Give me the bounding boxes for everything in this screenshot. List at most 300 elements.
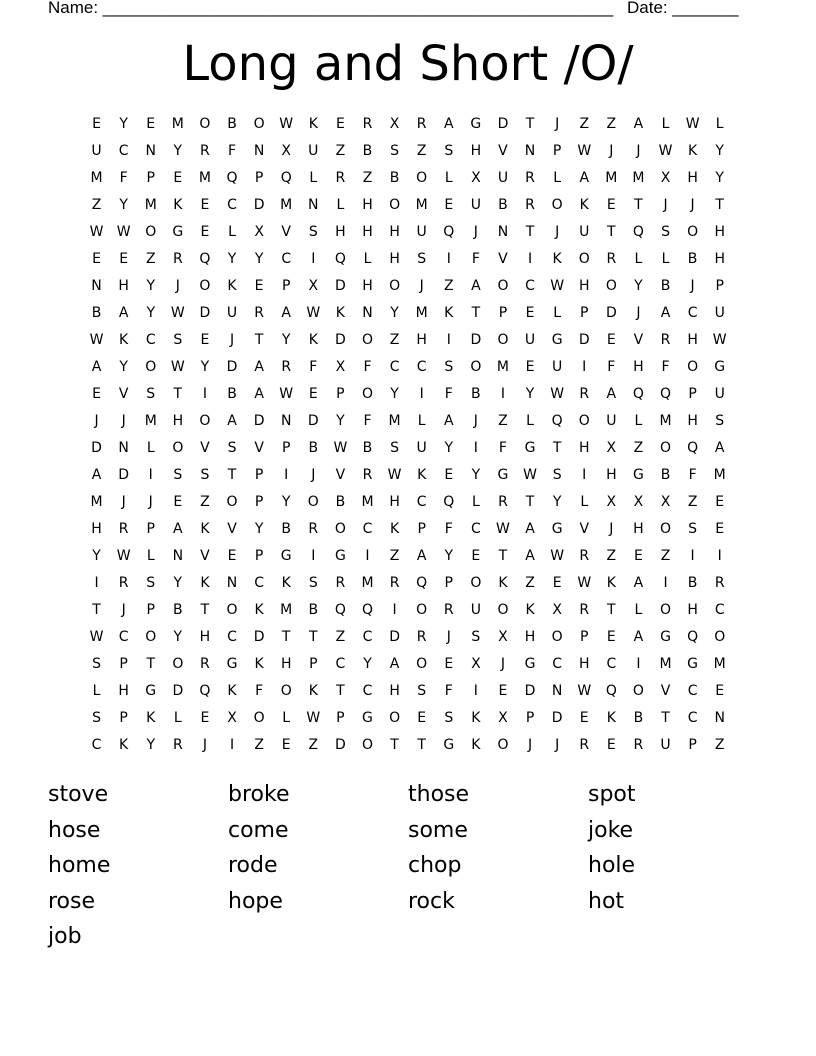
grid-letter: R — [525, 197, 535, 213]
grid-letter: T — [634, 197, 643, 213]
grid-letter: W — [685, 116, 700, 132]
grid-letter: R — [660, 332, 671, 348]
grid-letter: P — [336, 386, 345, 402]
grid-letter: S — [92, 710, 101, 726]
grid-letter: E — [119, 251, 129, 267]
grid-letter: D — [470, 332, 482, 348]
grid-letter: O — [253, 710, 265, 726]
grid-letter: H — [118, 683, 129, 699]
grid-letter: K — [254, 656, 264, 672]
grid-letter: Q — [687, 440, 699, 456]
date-field[interactable]: Date: _______ — [627, 0, 739, 17]
grid-letter: S — [390, 143, 400, 159]
grid-letter: G — [470, 116, 482, 132]
header-row — [48, 0, 739, 18]
grid-letter: I — [446, 332, 451, 348]
grid-letter: K — [173, 197, 183, 213]
grid-letter: G — [524, 656, 536, 672]
grid-letter: T — [661, 710, 670, 726]
grid-letter: I — [473, 440, 478, 456]
grid-letter: W — [577, 683, 592, 699]
grid-letter: E — [146, 116, 156, 132]
word-bank — [48, 780, 768, 958]
grid-letter: E — [715, 683, 725, 699]
letter-grid — [83, 114, 733, 762]
grid-letter: J — [555, 116, 560, 132]
grid-letter: T — [336, 683, 345, 699]
grid-letter: B — [633, 710, 644, 726]
grid-letter: W — [712, 332, 727, 348]
grid-letter: A — [633, 629, 644, 645]
grid-letter: S — [552, 467, 562, 483]
grid-letter: D — [199, 305, 211, 321]
grid-letter: X — [254, 224, 264, 240]
grid-letter: J — [636, 143, 641, 159]
grid-letter: Y — [146, 737, 156, 753]
grid-letter: Y — [336, 413, 345, 429]
grid-letter: D — [253, 413, 265, 429]
grid-letter: M — [659, 656, 672, 672]
grid-letter: G — [334, 548, 346, 564]
grid-letter: S — [444, 359, 454, 375]
grid-letter: K — [119, 332, 129, 348]
grid-letter: E — [606, 332, 616, 348]
grid-letter: E — [200, 710, 210, 726]
grid-letter: O — [714, 629, 726, 645]
grid-letter: N — [118, 440, 129, 456]
grid-letter: R — [633, 737, 644, 753]
grid-letter: G — [660, 629, 671, 645]
grid-letter: P — [309, 656, 318, 672]
grid-letter: O — [199, 413, 211, 429]
grid-letter: E — [444, 467, 454, 483]
grid-letter: E — [92, 251, 101, 267]
grid-letter: G — [280, 548, 292, 564]
grid-letter: U — [606, 413, 617, 429]
word-bank-item: rock — [408, 888, 455, 914]
grid-letter: W — [496, 521, 510, 537]
grid-letter: U — [524, 332, 536, 348]
grid-letter: E — [606, 737, 616, 753]
grid-letter: V — [660, 683, 671, 699]
grid-letter: B — [335, 494, 346, 510]
grid-letter: V — [633, 332, 644, 348]
grid-letter: O — [416, 602, 428, 618]
grid-letter: E — [525, 359, 535, 375]
grid-letter: M — [280, 602, 293, 618]
grid-letter: N — [362, 305, 373, 321]
grid-letter: V — [281, 224, 291, 240]
grid-letter: O — [497, 602, 509, 618]
grid-letter: I — [690, 548, 695, 564]
grid-letter: I — [636, 656, 641, 672]
grid-letter: I — [473, 683, 478, 699]
grid-letter: M — [415, 197, 428, 213]
grid-letter: Y — [444, 548, 454, 564]
grid-letter: B — [308, 440, 319, 456]
grid-letter: R — [281, 359, 292, 375]
grid-letter: E — [308, 386, 318, 402]
grid-letter: Z — [633, 440, 644, 456]
grid-letter: Q — [226, 170, 238, 186]
grid-letter: Y — [715, 143, 724, 159]
grid-row — [83, 573, 733, 600]
grid-letter: U — [579, 224, 590, 240]
grid-letter: B — [308, 602, 319, 618]
grid-letter: X — [471, 170, 481, 186]
grid-letter: O — [172, 656, 184, 672]
grid-letter: K — [308, 116, 318, 132]
grid-letter: M — [605, 170, 618, 186]
grid-letter: A — [227, 413, 237, 429]
grid-letter: O — [389, 197, 401, 213]
grid-letter: E — [254, 278, 264, 294]
grid-letter: H — [389, 224, 400, 240]
grid-letter: U — [416, 440, 427, 456]
grid-row — [83, 681, 733, 708]
grid-letter: Y — [525, 386, 535, 402]
grid-letter: Y — [119, 197, 128, 213]
grid-letter: R — [579, 602, 590, 618]
grid-letter: N — [91, 278, 102, 294]
grid-letter: O — [470, 575, 482, 591]
grid-letter: A — [714, 440, 725, 456]
grid-letter: E — [606, 197, 616, 213]
grid-letter: O — [199, 278, 211, 294]
grid-letter: V — [254, 440, 264, 456]
word-bank-item: broke — [228, 782, 290, 807]
grid-letter: G — [524, 440, 536, 456]
grid-letter: X — [606, 494, 617, 510]
grid-letter: D — [335, 737, 346, 753]
grid-letter: Y — [200, 359, 210, 375]
grid-letter: W — [116, 224, 131, 240]
grid-letter: S — [417, 683, 427, 699]
grid-letter: W — [577, 575, 592, 591]
grid-letter: J — [527, 737, 533, 753]
grid-letter: K — [308, 683, 318, 699]
grid-letter: R — [362, 116, 373, 132]
grid-letter: O — [632, 683, 644, 699]
grid-letter: H — [687, 170, 698, 186]
grid-letter: F — [119, 170, 128, 186]
grid-letter: K — [606, 710, 616, 726]
grid-letter: E — [92, 116, 101, 132]
grid-row — [83, 546, 733, 573]
grid-letter: W — [658, 143, 673, 159]
grid-letter: W — [170, 359, 185, 375]
grid-letter: M — [171, 116, 184, 132]
grid-letter: L — [553, 170, 562, 186]
grid-letter: M — [415, 305, 428, 321]
grid-letter: S — [390, 440, 400, 456]
grid-letter: S — [146, 386, 156, 402]
grid-letter: O — [497, 332, 509, 348]
grid-letter: W — [550, 386, 565, 402]
grid-letter: R — [498, 494, 508, 510]
grid-letter: L — [173, 710, 182, 726]
grid-letter: A — [443, 413, 454, 429]
grid-letter: H — [362, 278, 373, 294]
grid-letter: P — [552, 143, 562, 159]
grid-letter: G — [443, 737, 455, 753]
grid-letter: J — [663, 197, 668, 213]
grid-letter: I — [717, 548, 722, 564]
grid-letter: R — [335, 170, 346, 186]
grid-letter: Z — [200, 494, 210, 510]
grid-letter: A — [660, 305, 671, 321]
grid-letter: K — [579, 197, 589, 213]
grid-row — [83, 114, 733, 141]
grid-letter: I — [94, 575, 99, 591]
grid-letter: R — [335, 575, 346, 591]
grid-letter: U — [470, 197, 481, 213]
grid-row — [83, 708, 733, 735]
grid-letter: B — [687, 575, 698, 591]
grid-letter: E — [471, 548, 481, 564]
word-bank-item: come — [228, 817, 289, 843]
grid-letter: P — [119, 656, 128, 672]
grid-letter: P — [281, 440, 291, 456]
grid-row — [83, 384, 733, 411]
grid-letter: B — [281, 521, 291, 537]
grid-letter: J — [473, 413, 478, 429]
grid-letter: J — [555, 737, 560, 753]
grid-letter: B — [389, 170, 400, 186]
grid-letter: N — [145, 143, 156, 159]
grid-letter: Y — [634, 278, 643, 294]
grid-letter: L — [580, 494, 589, 510]
grid-letter: I — [284, 467, 289, 483]
grid-letter: M — [361, 494, 374, 510]
word-bank-item: spot — [588, 782, 636, 807]
grid-letter: O — [307, 494, 319, 510]
grid-letter: Z — [335, 143, 346, 159]
grid-letter: Z — [145, 251, 156, 267]
grid-letter: Z — [687, 494, 698, 510]
grid-letter: W — [387, 467, 402, 483]
grid-letter: F — [498, 440, 507, 456]
grid-letter: D — [335, 278, 346, 294]
grid-letter: P — [688, 386, 697, 402]
grid-letter: D — [551, 710, 563, 726]
grid-letter: M — [280, 197, 293, 213]
grid-letter: J — [473, 224, 478, 240]
grid-letter: C — [687, 710, 698, 726]
grid-letter: Z — [91, 197, 102, 213]
word-bank-item: chop — [408, 853, 462, 879]
grid-letter: Z — [443, 278, 454, 294]
grid-letter: C — [389, 359, 400, 375]
grid-letter: R — [118, 521, 129, 537]
grid-letter: M — [632, 170, 645, 186]
grid-letter: W — [550, 278, 565, 294]
grid-letter: W — [306, 710, 321, 726]
grid-letter: R — [308, 521, 319, 537]
grid-letter: C — [606, 656, 617, 672]
grid-letter: T — [254, 332, 264, 348]
grid-letter: Y — [92, 548, 101, 564]
grid-letter: D — [605, 305, 617, 321]
grid-letter: B — [498, 197, 508, 213]
grid-letter: Y — [552, 494, 562, 510]
grid-letter: H — [91, 521, 102, 537]
grid-letter: M — [361, 575, 374, 591]
grid-letter: W — [89, 332, 104, 348]
grid-letter: Q — [632, 224, 644, 240]
grid-letter: A — [606, 386, 617, 402]
word-bank-item: those — [408, 782, 470, 807]
grid-letter: J — [121, 494, 126, 510]
grid-letter: J — [148, 494, 153, 510]
grid-letter: K — [498, 575, 508, 591]
grid-letter: F — [444, 386, 453, 402]
grid-letter: L — [444, 170, 453, 186]
grid-letter: Q — [199, 251, 211, 267]
grid-letter: J — [419, 278, 424, 294]
grid-letter: H — [714, 251, 725, 267]
name-field[interactable]: Name: ______________________________________________________ — [48, 0, 614, 17]
grid-letter: C — [416, 359, 427, 375]
grid-letter: A — [118, 305, 129, 321]
grid-letter: H — [280, 656, 292, 672]
grid-letter: X — [471, 656, 481, 672]
grid-letter: C — [145, 332, 156, 348]
grid-letter: Y — [390, 305, 399, 321]
grid-letter: A — [91, 467, 102, 483]
grid-letter: Z — [308, 737, 319, 753]
grid-letter: A — [525, 548, 535, 564]
grid-letter: R — [579, 386, 590, 402]
grid-letter: E — [715, 521, 725, 537]
grid-letter: W — [116, 548, 131, 564]
grid-letter: V — [498, 143, 508, 159]
grid-row — [83, 303, 733, 330]
grid-letter: G — [687, 656, 699, 672]
grid-letter: M — [144, 197, 157, 213]
grid-letter: O — [145, 224, 157, 240]
word-bank-item: hot — [588, 888, 625, 914]
grid-letter: Y — [715, 170, 724, 186]
grid-letter: O — [253, 116, 265, 132]
grid-letter: D — [335, 332, 346, 348]
grid-letter: U — [308, 143, 319, 159]
grid-letter: N — [551, 683, 563, 699]
grid-letter: I — [663, 575, 668, 591]
grid-letter: N — [172, 548, 184, 564]
grid-letter: A — [579, 170, 590, 186]
grid-letter: M — [713, 467, 726, 483]
grid-letter: F — [363, 359, 372, 375]
grid-letter: D — [524, 683, 536, 699]
grid-letter: W — [550, 548, 565, 564]
grid-letter: Q — [605, 683, 617, 699]
grid-letter: E — [227, 548, 237, 564]
grid-letter: J — [690, 197, 695, 213]
grid-letter: O — [361, 737, 373, 753]
grid-letter: K — [200, 521, 210, 537]
grid-letter: O — [660, 602, 672, 618]
grid-letter: C — [335, 656, 346, 672]
grid-letter: Y — [119, 359, 128, 375]
grid-letter: X — [498, 710, 508, 726]
grid-letter: A — [173, 521, 183, 537]
grid-letter: J — [229, 332, 235, 348]
grid-letter: Z — [660, 548, 671, 564]
grid-letter: Z — [389, 548, 400, 564]
grid-letter: W — [333, 440, 348, 456]
grid-letter: Y — [444, 440, 454, 456]
grid-letter: J — [500, 656, 506, 672]
grid-letter: T — [525, 494, 535, 510]
grid-letter: M — [496, 359, 509, 375]
grid-letter: K — [471, 737, 481, 753]
grid-letter: M — [144, 413, 157, 429]
grid-letter: K — [606, 575, 616, 591]
grid-letter: A — [254, 386, 264, 402]
grid-letter: U — [416, 224, 427, 240]
grid-letter: O — [334, 521, 346, 537]
grid-letter: L — [526, 413, 534, 429]
grid-letter: A — [633, 116, 644, 132]
grid-letter: I — [202, 386, 207, 402]
grid-letter: L — [228, 224, 236, 240]
grid-letter: W — [523, 467, 537, 483]
grid-letter: I — [446, 251, 451, 267]
grid-letter: R — [579, 548, 590, 564]
grid-letter: G — [632, 467, 644, 483]
grid-letter: P — [444, 575, 453, 591]
grid-letter: H — [362, 224, 373, 240]
grid-letter: I — [392, 602, 397, 618]
grid-letter: V — [498, 251, 508, 267]
grid-letter: H — [524, 629, 536, 645]
grid-letter: P — [688, 737, 697, 753]
grid-letter: C — [362, 521, 373, 537]
grid-letter: P — [254, 467, 264, 483]
grid-row — [83, 330, 733, 357]
grid-letter: H — [362, 197, 373, 213]
grid-letter: B — [227, 116, 237, 132]
grid-letter: O — [578, 251, 590, 267]
grid-letter: V — [200, 440, 210, 456]
grid-letter: E — [444, 656, 454, 672]
grid-letter: Q — [687, 629, 699, 645]
grid-letter: X — [335, 359, 346, 375]
grid-letter: F — [471, 251, 480, 267]
grid-letter: X — [227, 710, 237, 726]
grid-letter: C — [714, 602, 725, 618]
grid-letter: Y — [471, 467, 481, 483]
grid-letter: Y — [119, 116, 128, 132]
grid-letter: Y — [390, 386, 399, 402]
grid-letter: H — [389, 494, 400, 510]
grid-letter: E — [200, 197, 210, 213]
grid-letter: C — [118, 629, 129, 645]
grid-row — [83, 735, 733, 762]
grid-letter: C — [552, 656, 563, 672]
grid-letter: R — [714, 575, 725, 591]
grid-letter: T — [173, 386, 183, 402]
word-bank-item: hope — [228, 888, 283, 914]
grid-letter: E — [444, 197, 454, 213]
grid-letter: J — [202, 737, 207, 753]
grid-letter: F — [661, 359, 670, 375]
grid-letter: D — [578, 332, 590, 348]
grid-letter: L — [282, 710, 291, 726]
grid-letter: T — [715, 197, 724, 213]
grid-letter: W — [170, 305, 185, 321]
